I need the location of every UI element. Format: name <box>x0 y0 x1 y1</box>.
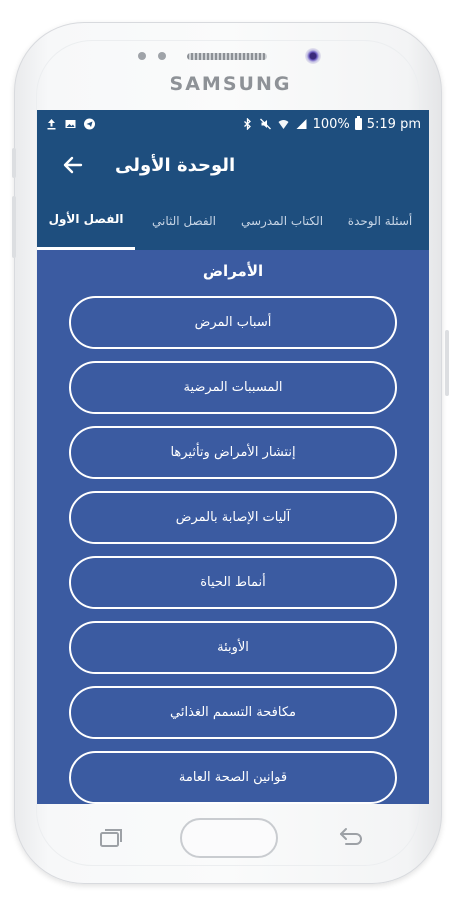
lesson-menu <box>69 296 397 804</box>
lesson-button[interactable]: أنماط الحياة <box>69 556 397 609</box>
arrow-left-icon <box>63 156 83 174</box>
front-camera <box>305 48 321 64</box>
lesson-button[interactable]: المسببات المرضية <box>69 361 397 414</box>
app-bar <box>37 138 429 192</box>
screen <box>37 110 429 804</box>
battery-icon <box>355 118 362 130</box>
mute-icon <box>259 118 272 130</box>
back-button[interactable] <box>49 141 97 189</box>
signal-icon <box>295 118 308 130</box>
bluetooth-icon <box>241 118 254 130</box>
home-button[interactable] <box>180 818 278 858</box>
light-sensor <box>158 52 166 60</box>
power-button <box>445 330 449 396</box>
status-time: 5:19 pm <box>366 116 421 132</box>
lesson-button[interactable]: الأوبئة <box>69 621 397 674</box>
proximity-sensor <box>138 52 146 60</box>
content-area <box>37 250 429 804</box>
battery-percent: 100% <box>312 116 350 132</box>
upload-icon <box>45 118 58 130</box>
page-title: الوحدة الأولى <box>115 154 236 176</box>
lesson-button[interactable]: مكافحة التسمم الغذائي <box>69 686 397 739</box>
lesson-button[interactable]: إنتشار الأمراض وتأثيرها <box>69 426 397 479</box>
brand-logo: SAMSUNG <box>169 73 292 95</box>
section-title: الأمراض <box>202 262 264 280</box>
image-icon <box>64 118 77 130</box>
status-bar <box>37 110 429 138</box>
volume-down-button <box>12 196 16 258</box>
earpiece-speaker <box>187 53 267 60</box>
lesson-button[interactable]: آليات الإصابة بالمرض <box>69 491 397 544</box>
wifi-icon <box>277 118 290 130</box>
lesson-button[interactable]: قوانين الصحة العامة <box>69 751 397 804</box>
telegram-icon <box>83 118 96 130</box>
tab-chapter-two[interactable]: الفصل الثاني <box>152 213 216 228</box>
volume-up-button <box>12 148 16 178</box>
tab-chapter-one[interactable]: الفصل الأول <box>37 192 135 250</box>
lesson-button[interactable]: أسباب المرض <box>69 296 397 349</box>
tab-bar <box>37 192 429 250</box>
tab-unit-questions[interactable]: أسئلة الوحدة <box>347 213 413 228</box>
back-nav-icon[interactable] <box>338 826 364 848</box>
tab-textbook[interactable]: الكتاب المدرسي <box>240 213 324 228</box>
recent-apps-icon[interactable] <box>98 828 124 848</box>
